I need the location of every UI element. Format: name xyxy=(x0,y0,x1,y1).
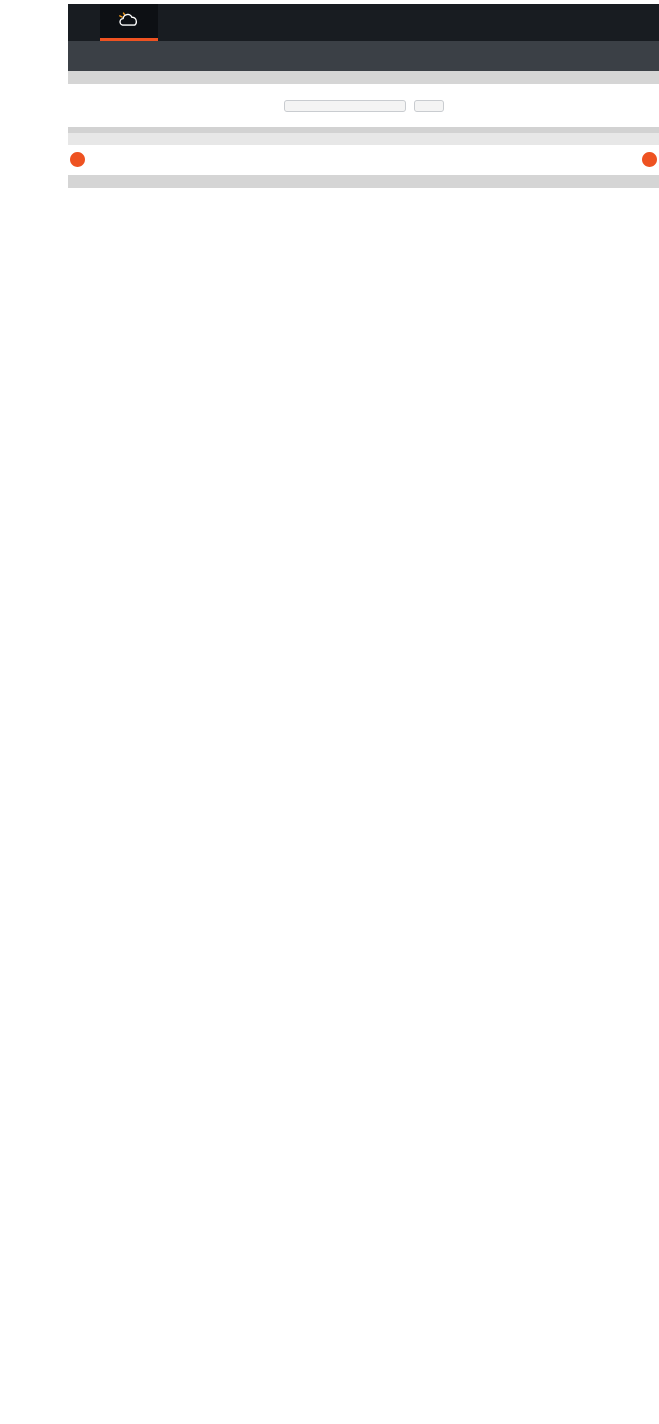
month-nav xyxy=(68,145,659,175)
period-controls xyxy=(68,84,659,127)
city-tab[interactable] xyxy=(100,4,158,41)
prev-arrow-icon xyxy=(70,152,85,167)
next-arrow-icon xyxy=(642,152,657,167)
top-header xyxy=(68,4,659,41)
prev-month-link[interactable] xyxy=(70,152,90,167)
divider-bar xyxy=(68,175,659,188)
city-dropdown-caret[interactable] xyxy=(158,4,182,41)
temperature-chart-section xyxy=(68,188,659,220)
divider-bar xyxy=(68,71,659,84)
next-month-link[interactable] xyxy=(637,152,657,167)
site-home-tab[interactable] xyxy=(68,4,100,41)
partly-cloudy-icon xyxy=(118,12,140,31)
nav-tabs xyxy=(68,41,659,71)
month-calendar xyxy=(68,133,659,145)
month-select[interactable] xyxy=(284,100,406,112)
year-select[interactable] xyxy=(414,100,444,112)
page xyxy=(68,4,659,220)
